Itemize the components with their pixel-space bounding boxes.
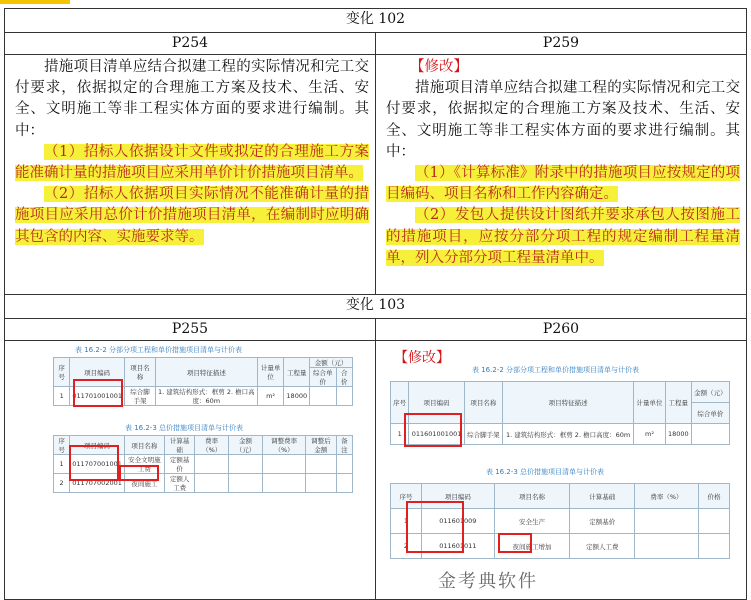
left-name-highlight xyxy=(119,465,159,481)
right-text-column xyxy=(375,55,746,294)
left-table-1: 序号 项目编码 项目名称 项目特征描述 计量单位 工程量 金额（元） 综合单价 合价 1 011701001001 综合脚手架 1. 建筑结构形式：框剪 2. 檐口高度：60m m² 18000 xyxy=(53,357,353,405)
section-102-header xyxy=(5,9,746,33)
left-intro-paragraph: 措施项目清单应结合拟建工程的实际情况和完工交付要求，依据拟定的合理施工方案及技术、生活、安全、文明施工等非工程实体方面的要求进行编制。其中： xyxy=(15,59,369,139)
section-103-pages xyxy=(5,319,746,341)
section-102-pages xyxy=(5,33,746,55)
section-102-content xyxy=(5,55,746,295)
left-item1-paragraph: （1）招标人依据设计文件或拟定的合理施工方案能准确计量的措施项目应采用单价计价措施项目清单。 xyxy=(15,143,369,182)
right-item2-paragraph: （2）发包人提供设计图纸并要求承包人按图施工的措施项目，应按分部分项工程的规定编制工程量清单，列入分部分项工程量清单中。 xyxy=(386,207,740,266)
section-102-title: 变化 102 xyxy=(345,11,406,27)
revision-tag: 【修改】 xyxy=(410,59,468,75)
left-page-number: P254 xyxy=(171,35,209,51)
left-t1-title: 表 16.2-2 分部分项工程和单价措施项目清单与计价表 xyxy=(75,346,243,354)
right-item1-paragraph: （1）《计算标准》附录中的措施项目应按规定的项目编码、项目名称和工作内容确定。 xyxy=(386,165,740,203)
comparison-table xyxy=(4,8,747,600)
left-item2-paragraph: （2）招标人依据项目实际情况不能准确计量的措施项目应采用总价计价措施项目清单，在编制时应明确其包含的内容、实施要求等。 xyxy=(15,186,369,245)
right-table-1: 序号 项目编码 项目名称 项目特征描述 计量单位 工程量 金额（元） 综合单价 1 011601001001 综合脚手架 1. 建筑结构形式：框剪 2. 檐口高度：60m m² 18000 xyxy=(390,381,730,445)
section-103-title: 变化 103 xyxy=(345,297,406,313)
right-t1-title: 表 16.2-2 分部分项工程和单价措施项目清单与计价表 xyxy=(472,366,640,374)
right-t2-title: 表 16.2-3 总价措施项目清单与计价表 xyxy=(486,468,605,476)
right-table-image xyxy=(375,341,746,599)
left-page-number-2: P255 xyxy=(171,321,209,337)
right-name-highlight xyxy=(498,533,532,553)
right-code-highlight-1 xyxy=(404,413,462,447)
right-table-2: 序号 项目编码 项目名称 计算基础 费率（%） 价格 1 011601009 安全生产 定额基价 2 011601011 夜间施工增加 定额人工费 xyxy=(390,483,730,559)
right-page-number: P259 xyxy=(375,33,746,54)
section-103-content xyxy=(5,341,746,599)
left-t2-title: 表 16.2-3 总价措施项目清单与计价表 xyxy=(125,424,244,432)
right-intro-paragraph: 措施项目清单应结合拟建工程的实际情况和完工交付要求，依据拟定的合理施工方案及技术、生活、安全、文明施工等非工程实体方面的要求进行编制。其中： xyxy=(386,80,740,160)
right-code-highlight-2 xyxy=(406,501,464,553)
left-table-image xyxy=(5,341,375,599)
left-table-2: 序号 项目编码 项目名称 计算基础 费率（%） 金额（元） 调整费率（%） 调整后金额 备注 1 011707001001 安全文明施工费 定额基价 2 011707002001 夜间施工 定额人工费 xyxy=(53,435,353,479)
top-accent-bar xyxy=(0,0,70,4)
watermark: 金考典软件 xyxy=(438,571,538,592)
left-text-column xyxy=(5,55,375,294)
revision-tag-2: 【修改】 xyxy=(394,350,450,366)
right-page-number-2: P260 xyxy=(375,319,746,340)
section-103-header xyxy=(5,295,746,319)
left-code-highlight-2 xyxy=(69,445,119,481)
left-code-highlight-1 xyxy=(73,379,123,407)
